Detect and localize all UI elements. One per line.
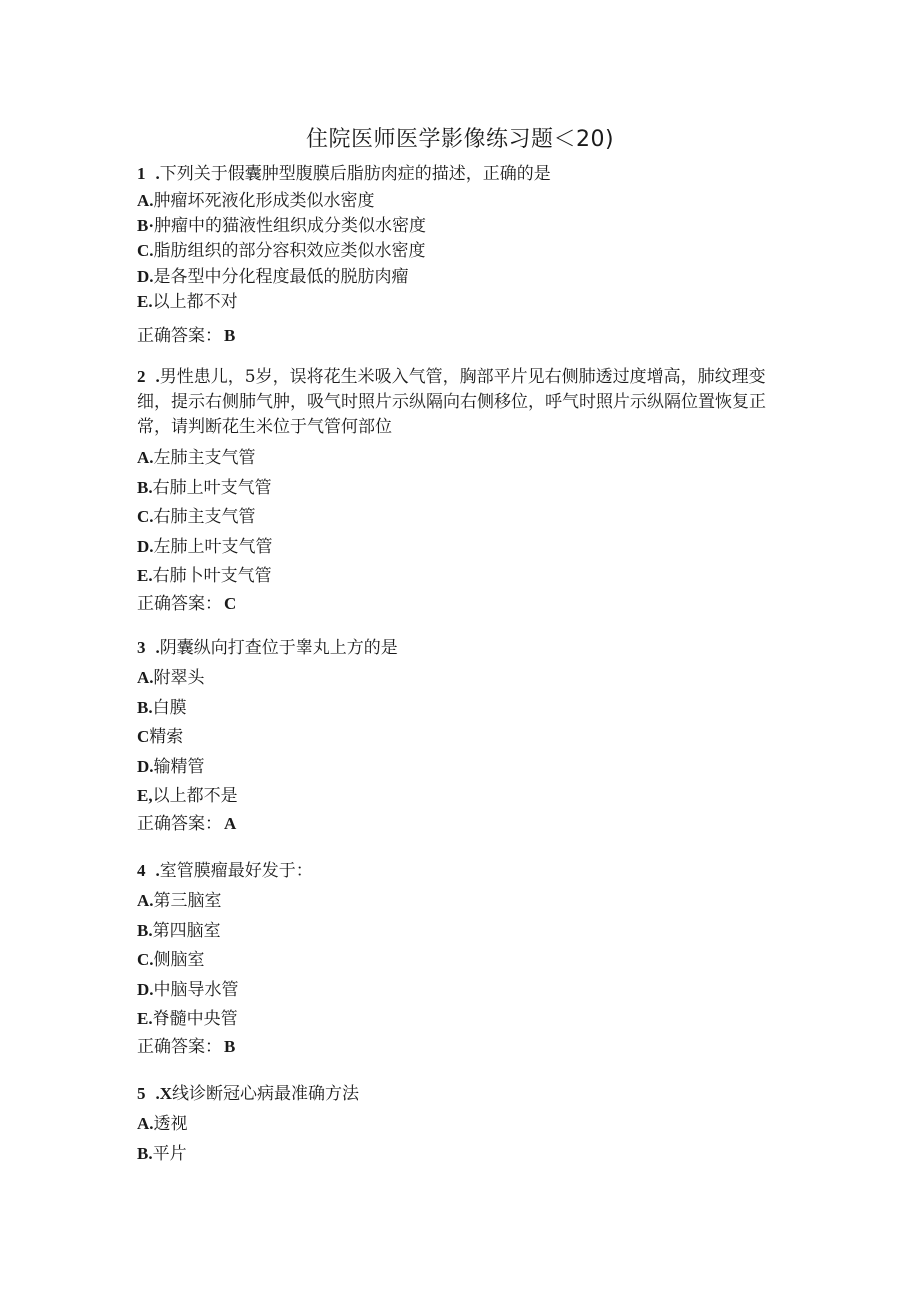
option-text: 肿瘤中的猫液性组织成分类似水密度 <box>154 216 427 237</box>
option-text: 输精管 <box>153 756 205 777</box>
option-d <box>137 265 551 290</box>
answer-label: 正确答案： <box>137 1036 222 1057</box>
question-text: 室管膜瘤最好发于： <box>159 861 313 881</box>
option-letter: D. <box>137 979 154 999</box>
question-separator: . <box>155 367 160 386</box>
option-e <box>137 781 398 811</box>
option-text: 右肺卜叶支气管 <box>152 566 272 586</box>
option-text: 以上都不对 <box>152 291 238 312</box>
question-separator: . <box>155 638 160 657</box>
question-1 <box>137 162 551 348</box>
option-d <box>137 532 797 562</box>
option-letter: B· <box>137 216 155 236</box>
option-letter: D. <box>137 756 154 776</box>
option-letter: D. <box>137 266 154 286</box>
answer-label: 正确答案： <box>137 593 222 614</box>
option-text: 透视 <box>153 1114 188 1134</box>
option-text: 脊髓中央管 <box>152 1009 238 1029</box>
option-letter: E. <box>137 1009 153 1028</box>
option-letter: C. <box>137 950 154 969</box>
option-text: 肿瘤坏死液化形成类似水密度 <box>153 191 375 211</box>
question-number: 4 <box>137 861 146 880</box>
option-letter: E, <box>137 786 153 805</box>
question-number: 1 <box>137 164 146 183</box>
option-letter: B. <box>137 920 153 940</box>
option-text: 平片 <box>152 1143 187 1164</box>
question-number: 5 <box>137 1084 146 1103</box>
option-c <box>137 722 398 752</box>
option-b <box>137 214 551 239</box>
option-letter: C <box>137 727 150 746</box>
question-stem <box>137 162 551 186</box>
option-text: 以上都不是 <box>152 786 238 806</box>
option-a <box>137 663 398 693</box>
question-separator: . <box>155 164 160 183</box>
option-text: 左肺主支气管 <box>153 448 256 468</box>
question-stem <box>137 636 398 660</box>
option-d <box>137 752 398 782</box>
question-number: 3 <box>137 638 146 657</box>
option-letter: A. <box>137 448 154 467</box>
option-text: 第四脑室 <box>152 920 221 941</box>
option-letter: B. <box>137 1143 153 1163</box>
option-letter: D. <box>137 536 154 556</box>
option-c <box>137 945 313 975</box>
option-text: 精索 <box>149 727 184 747</box>
answer-value: A <box>224 813 237 833</box>
option-letter: B. <box>137 477 153 497</box>
question-text: 线诊断冠心病最准确方法 <box>172 1084 360 1104</box>
question-text: 男性患儿，5岁，误将花生米吸入气管，胸部平片见右侧肺透过度增高，肺纹理变细，提示右侧肺气肿，吸气时照片示纵隔向右侧移位，呼气时照片示纵隔位置恢复正常，请判断花生米位于气管何部位 <box>137 367 766 437</box>
option-letter: A. <box>137 191 154 210</box>
option-text: 白膜 <box>152 697 187 718</box>
answer-label: 正确答案： <box>137 813 222 834</box>
question-separator: . <box>155 861 160 880</box>
question-3 <box>137 636 398 836</box>
option-e <box>137 290 551 315</box>
question-text: 下列关于假囊肿型腹膜后脂肪肉症的描述，正确的是 <box>159 164 551 184</box>
option-b <box>137 693 398 723</box>
option-c <box>137 239 551 264</box>
option-text: 脂肪组织的部分容积效应类似水密度 <box>153 241 426 262</box>
question-text: 阴囊纵向打查位于睾丸上方的是 <box>159 638 398 658</box>
option-text: 左肺上叶支气管 <box>153 536 273 557</box>
option-text: 第三脑室 <box>153 891 222 911</box>
question-2 <box>137 364 797 616</box>
option-b <box>137 916 313 946</box>
option-letter: C. <box>137 507 154 526</box>
answer-value: B <box>224 325 236 345</box>
question-number: 2 <box>137 367 146 386</box>
answer-value: B <box>224 1036 236 1056</box>
question-4 <box>137 859 313 1059</box>
option-d <box>137 975 313 1005</box>
option-letter: A. <box>137 668 154 687</box>
option-text: 是各型中分化程度最低的脱肪肉瘤 <box>153 266 409 287</box>
option-a <box>137 1109 359 1139</box>
option-letter: B. <box>137 697 153 717</box>
option-text: 侧脑室 <box>153 950 205 970</box>
question-separator: . <box>155 1084 160 1103</box>
option-a <box>137 189 551 214</box>
question-5 <box>137 1082 359 1168</box>
option-text: 附翠头 <box>153 668 205 688</box>
option-text: 中脑导水管 <box>153 979 239 1000</box>
correct-answer <box>137 1035 313 1059</box>
option-b <box>137 473 797 503</box>
option-c <box>137 502 797 532</box>
correct-answer <box>137 592 797 616</box>
correct-answer <box>137 812 398 836</box>
question-stem <box>137 364 797 440</box>
option-a <box>137 443 797 473</box>
option-e <box>137 1004 313 1034</box>
page-title: 住院医师医学影像练习题＜20) <box>305 127 615 152</box>
answer-value: C <box>224 593 237 613</box>
question-prefix: X <box>159 1084 173 1103</box>
option-letter: C. <box>137 241 154 261</box>
option-letter: A. <box>137 891 154 910</box>
question-stem <box>137 859 313 883</box>
option-text: 右肺主支气管 <box>153 507 256 527</box>
option-letter: E. <box>137 291 153 311</box>
option-letter: A. <box>137 1114 154 1133</box>
question-stem <box>137 1082 359 1106</box>
option-b <box>137 1139 359 1169</box>
correct-answer <box>137 324 551 348</box>
option-e <box>137 561 797 591</box>
option-letter: E. <box>137 566 153 585</box>
option-a <box>137 886 313 916</box>
option-text: 右肺上叶支气管 <box>152 477 272 498</box>
answer-label: 正确答案： <box>137 325 222 346</box>
